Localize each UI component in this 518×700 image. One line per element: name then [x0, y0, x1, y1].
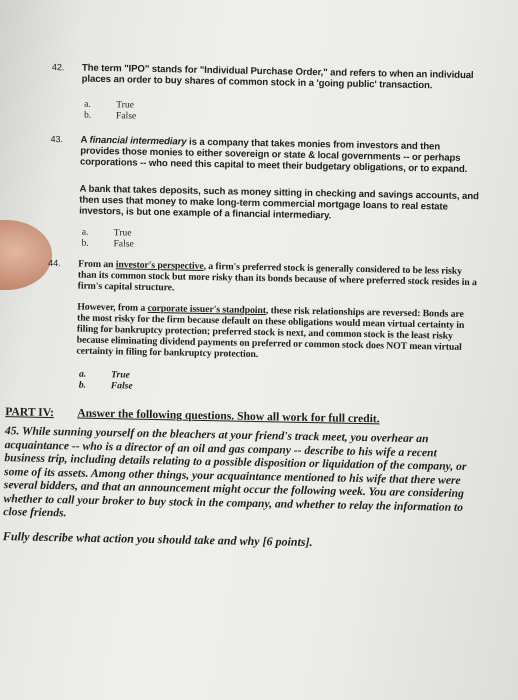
answer-options	[79, 369, 476, 399]
question-text-2	[76, 302, 477, 365]
option-label: True	[113, 227, 132, 239]
option-letter: b.	[83, 109, 92, 121]
text-segment: , these risk relationships are reversed: Bonds are the most risky for the firm because default on these obligations would mean virtual certainty in filing for bankruptcy protection; preferred stock is next, and common stock is the least risky because eliminating dividend payments on preferred or common stock does NOT mean virtual certainty in filing for bankruptcy protection.	[76, 305, 465, 361]
part-instruction: Answer the following questions. Show all work for full credit.	[77, 406, 380, 426]
text-segment: , a firm's preferred stock is generally considered to be less risky than its common stock but more risky than its bonds because of where preferred stock resides in a firm's capital structure.	[77, 260, 477, 294]
question-43	[48, 134, 480, 256]
question-number: 44.	[48, 257, 61, 269]
text-segment: From an	[78, 258, 116, 271]
option-letter: a.	[78, 368, 87, 380]
exam-content	[2, 62, 482, 552]
answer-options	[84, 99, 481, 129]
underlined-term: corporate issuer's standpoint	[147, 302, 267, 317]
option-label: True	[110, 369, 130, 381]
question-42	[51, 62, 482, 128]
option-label: False	[110, 380, 133, 392]
key-term: financial intermediary	[89, 134, 187, 148]
option-label: False	[113, 238, 134, 250]
question-text	[80, 135, 481, 176]
text-segment: However, from a	[77, 301, 148, 314]
part-iv-section	[3, 405, 476, 551]
answer-options	[81, 227, 478, 257]
question-45: 45. While sunning yourself on the bleachers at your friend's track meet, you overhear an acquaintance -- who is a director of an oil and gas company -- describe to his wife a recent business trip, including details relating to a possible disposition or liquidation of the company, or some of its assets. Among other things, your acquaintance mentioned to his wife that there were several bidders, and that an announcement might occur the following week. You are considering whether to call your broker to buy stock in the company, and whether to relay the information to close friends.	[3, 424, 467, 520]
question-45-prompt: Fully describe what action you should take and why [6 points].	[2, 528, 313, 549]
option-letter: a.	[81, 226, 89, 238]
part-iv-header	[5, 405, 475, 427]
question-text: The term "IPO" stands for "Individual Purchase Order," and refers to when an individual places an order to buy shares of common stock in a 'going public' transaction.	[81, 62, 474, 92]
option-letter: a.	[84, 98, 91, 110]
text-segment: A	[80, 134, 90, 146]
option-letter: b.	[81, 237, 89, 249]
question-text	[78, 259, 479, 300]
option-letter: b.	[78, 379, 87, 391]
option-label: False	[115, 110, 137, 122]
question-text-2: A bank that takes deposits, such as money sitting in checking and savings accounts, and then uses that money to make long-term commercial mortgage loans to real estate investors, is but one example of a financial intermediary.	[79, 183, 479, 222]
question-number: 43.	[50, 133, 64, 145]
question-number: 42.	[51, 62, 65, 73]
underlined-term: investor's perspective	[115, 259, 204, 272]
text-segment: is a company that takes monies from investors and then provides those monies to either sovereign or state & local governments -- or perhaps corporations -- who need this capital to meet their budgetary obligations, or to expand.	[79, 136, 468, 175]
part-label: PART IV:	[5, 405, 55, 420]
thumb-photo-artifact	[0, 220, 52, 290]
option-label: True	[116, 99, 135, 111]
question-44	[46, 258, 478, 398]
